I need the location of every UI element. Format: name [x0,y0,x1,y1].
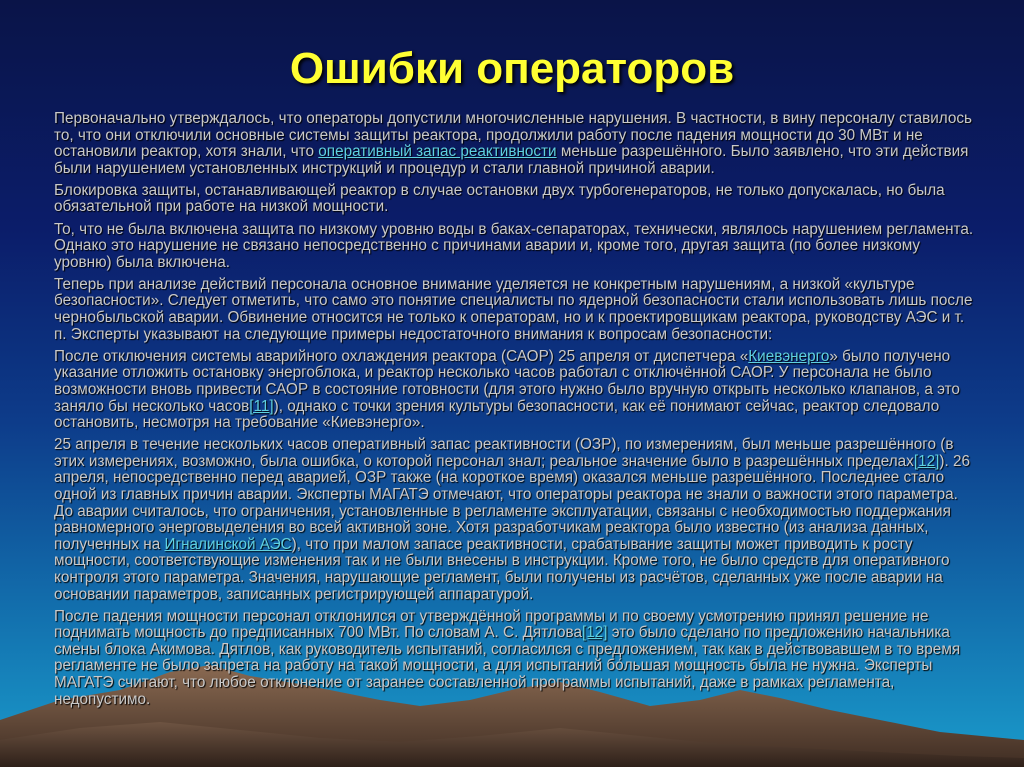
paragraph-text: » было получено указание отложить остановку энергоблока, и реактор несколько часов работал с отключённой САОР. У персонала не было возможности вновь привести САОР в состояние готовности (для этого нужно было вручную открыть несколько клапанов, а это заняло бы несколько часов [54,347,960,415]
slide-title: Ошибки операторов [289,44,735,93]
paragraph-text: То, что не была включена защита по низкому уровню воды в баках-сепараторах, технически, являлось нарушением регламента. Однако это нарушение не связано непосредственно с причинами аварии и, кроме того, другая защита (по более низкому уровню) была включена. [54,220,974,271]
paragraph-text: После падения мощности персонал отклонился от утверждённой программы и по своему усмотрению принял решение не поднимать мощность до предписанных 700 МВт. По словам А. С. Дятлова [54,607,929,642]
paragraph [54,183,974,216]
hyperlink[interactable]: Киевэнерго [748,347,830,365]
paragraph-text: После отключения системы аварийного охлаждения реактора (САОР) 25 апреля от диспетчера « [54,347,749,365]
paragraph-text: Блокировка защиты, останавливающей реактор в случае остановки двух турбогенераторов, не только допускалась, но была обязательной при работе на низкой мощности. [54,181,945,216]
hyperlink[interactable]: [12] [913,452,940,470]
paragraph-text: 25 апреля в течение нескольких часов оперативный запас реактивности (ОЗР), по измерениям, был меньше разрешённого (в этих измерениях, возможно, была ошибка, о которой персонал знал; реальное значение было в разрешённых пределах [54,436,954,470]
paragraph-text: это было сделано по предложению начальника смены блока Акимова. Дятлов, как руководитель испытаний, согласился с предложением, так как в действовавшем в то время регламенте не было запрета на работу на такой мощности, а для испытаний бо́льшая мощность была не нужна. Эксперты МАГАТЭ считают, что любое отклонение от заранее составленной программы испытаний, даже в рамках регламента, недопустимо. [54,624,961,708]
hyperlink[interactable]: оперативный запас реактивности [318,143,557,161]
slide-body [54,111,974,714]
hyperlink[interactable]: Игналинской АЭС [164,535,292,553]
paragraph-text: Первоначально утверждалось, что операторы допустили многочисленные нарушения. В частности, в вину персоналу ставилось то, что они отключили основные системы защиты реактора, продолжили работу после падения мощности до 30 МВт и не остановили реактор, хотя знали, что [54,110,972,161]
paragraph [54,222,974,272]
hyperlink[interactable]: [12] [581,624,608,642]
paragraph [54,111,974,177]
paragraph [54,609,974,709]
paragraph-text: ). 26 апреля, непосредственно перед аварией, ОЗР также (на короткое время) оказался меньше разрешённого. Последнее стало одной из главных причин аварии. Эксперты МАГАТЭ отмечают, что операторы реактора не знали о важности этого параметра. До аварии считалось, что ограничения, установленные в регламенте эксплуатации, связаны с необходимостью поддержания равномерного энерговыделения во всей активной зоне. Хотя разработчикам реактора было известно (из анализа данных, полученных на [54,452,970,553]
paragraph-text: ), однако с точки зрения культуры безопасности, как её понимают сейчас, реактор следовало остановить, несмотря на требование «Киевэнерго». [54,397,940,432]
paragraph-text: меньше разрешённого. Было заявлено, что эти действия были нарушением установленных инструкций и процедур и стали главной причиной аварии. [54,143,969,177]
paragraph [54,277,974,343]
paragraph [54,437,974,603]
paragraph [54,349,974,432]
paragraph-text: ), что при малом запасе реактивности, срабатывание защиты может приводить к росту мощности, соответствующие изменения так и не были внесены в инструкции. Кроме того, не было средств для оперативного контроля этого параметра. Значения, нарушающие регламент, были получены из расчётов, сделанных уже после аварии на основании параметров, записанных регистрирующей аппаратурой. [54,535,950,603]
paragraph-text: Теперь при анализе действий персонала основное внимание уделяется не конкретным нарушениям, а низкой «культуре безопасности». Следует отметить, что само это понятие специалисты по ядерной безопасности стали использовать лишь после чернобыльской аварии. Обвинение относится не только к операторам, но и к проектировщикам реактора, руководству АЭС и т. п. Эксперты указывают на следующие примеры недостаточного внимания к вопросам безопасности: [54,275,973,343]
hyperlink[interactable]: [11] [249,397,274,415]
